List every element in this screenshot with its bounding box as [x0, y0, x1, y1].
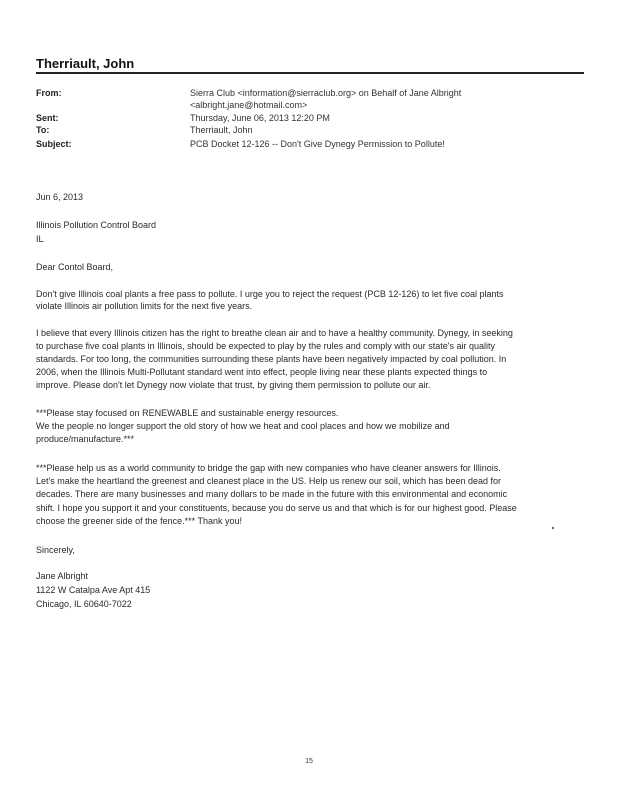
paragraph-line: We the people no longer support the old story of how we heat and cool places and how we mobilize and [36, 421, 450, 431]
paragraph-line: violate Illinois air pollution limits for the next five years. [36, 301, 253, 311]
from-value-email: <albright.jane@hotmail.com> [190, 100, 308, 110]
signature-city: Chicago, IL 60640-7022 [36, 599, 132, 609]
subject-label: Subject: [36, 139, 72, 149]
to-value: Therriault, John [190, 125, 253, 135]
closing: Sincerely, [36, 545, 75, 555]
paragraph-line: Don't give Illinois coal plants a free pass to pollute. I urge you to reject the request (PCB 12-126) to let five coal plants [36, 289, 504, 299]
subject-value: PCB Docket 12-126 -- Don't Give Dynegy Permission to Pollute! [190, 139, 445, 149]
sent-label: Sent: [36, 113, 59, 123]
paragraph-line: decades. There are many businesses and many dollars to be made in the future with this environmental and economic [36, 489, 508, 499]
from-label: From: [36, 88, 62, 98]
paragraph-line: I believe that every Illinois citizen has the right to breathe clean air and to have a healthy community. Dynegy, in seeking [36, 328, 513, 338]
paragraph-line: improve. Please don't let Dynegy now violate that trust, by giving them permission to pollute our air. [36, 380, 431, 390]
paragraph-line: produce/manufacture.*** [36, 434, 135, 444]
paragraph-line: ***Please stay focused on RENEWABLE and sustainable energy resources. [36, 408, 339, 418]
header-divider [36, 72, 584, 74]
paragraph-line: ***Please help us as a world community to bridge the gap with new companies who have cleaner answers for Illinois. [36, 463, 501, 473]
paragraph-line: choose the greener side of the fence.*** Thank you! [36, 516, 242, 526]
recipient-name: Illinois Pollution Control Board [36, 220, 157, 230]
mailbox-owner-name: Therriault, John [36, 56, 135, 71]
scan-speck [552, 527, 554, 529]
letter-date: Jun 6, 2013 [36, 192, 84, 202]
to-label: To: [36, 125, 50, 135]
recipient-state: IL [36, 234, 44, 244]
paragraph-line: 2006, when the Illinois Multi-Pollutant standard went into effect, people living near these plants expected things to [36, 367, 488, 377]
paragraph-line: standards. For too long, the communities surrounding these plants have been negatively impacted by coal pollution. In [36, 354, 507, 364]
signature-name: Jane Albright [36, 571, 89, 581]
sent-value: Thursday, June 06, 2013 12:20 PM [190, 113, 330, 123]
paragraph-line: shift. I hope you support it and your constituents, because you do serve us and that which is for our highest good. Please [36, 503, 517, 513]
from-value: Sierra Club <information@sierraclub.org> on Behalf of Jane Albright [190, 88, 462, 98]
page-number: 15 [305, 758, 313, 765]
paragraph-line: to purchase five coal plants in Illinois, should be expected to play by the rules and comply with our state's air quality [36, 341, 495, 351]
signature-address: 1122 W Catalpa Ave Apt 415 [36, 585, 151, 595]
salutation: Dear Contol Board, [36, 262, 114, 272]
paragraph-line: Let's make the heartland the greenest and cleanest place in the US. Help us renew our soil, which has been dead for [36, 476, 502, 486]
